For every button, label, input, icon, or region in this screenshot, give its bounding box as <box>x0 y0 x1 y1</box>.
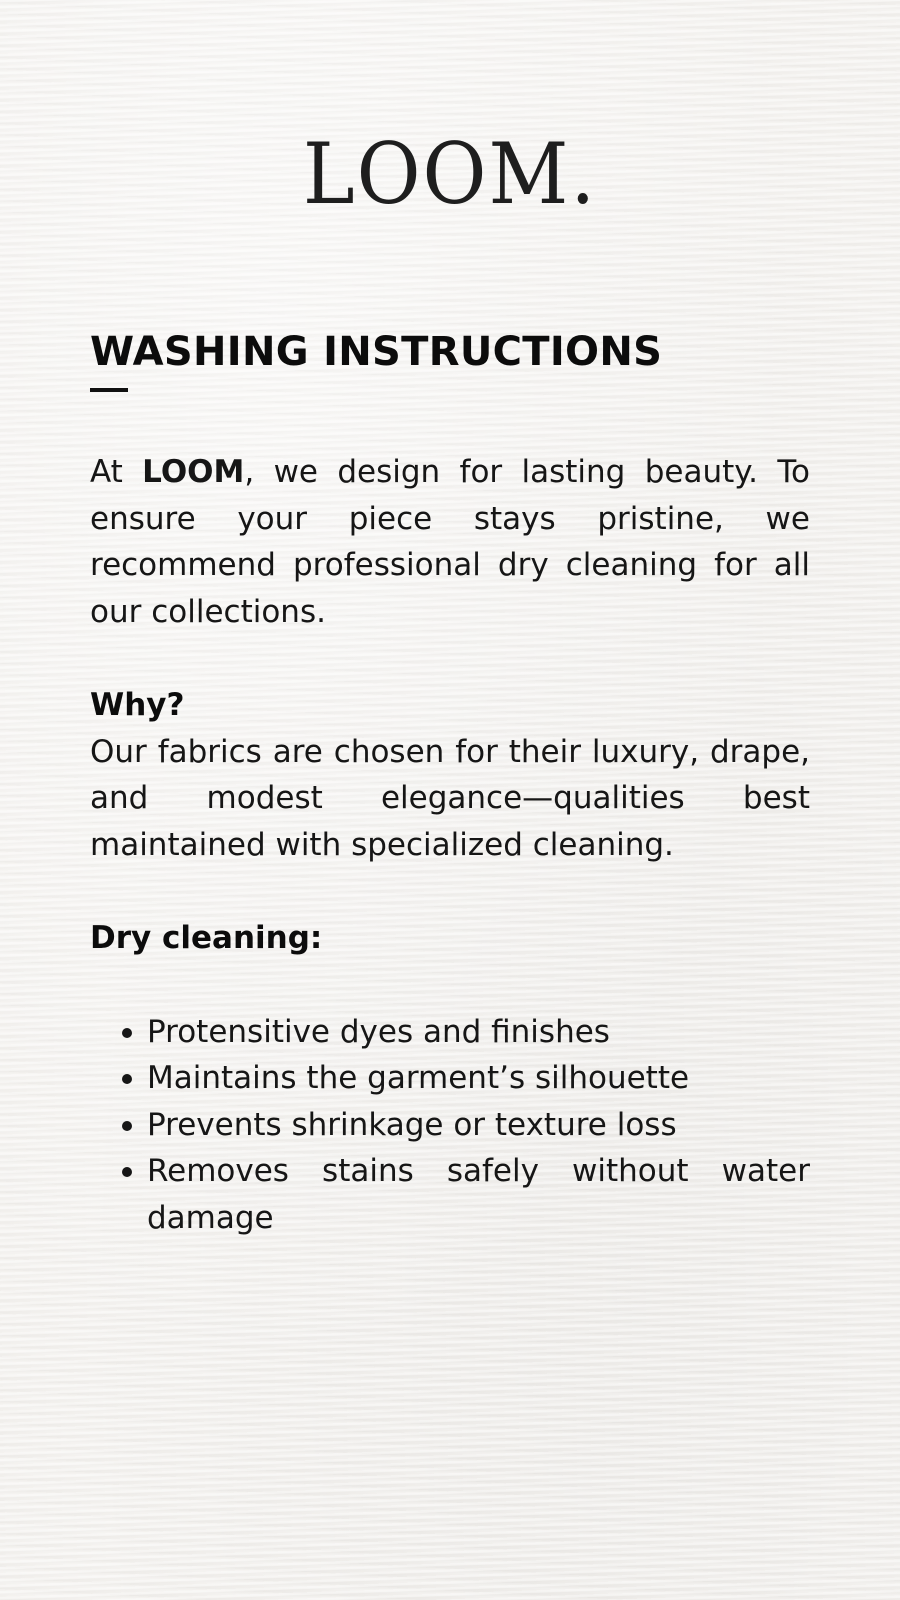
title-underline <box>90 388 128 392</box>
list-item <box>90 1148 810 1241</box>
list-item-text: Removes stains safely without water damage <box>147 1153 810 1236</box>
intro-text: , we design for lasting beauty. To ensure your piece stays pristine, we recommend professional dry cleaning for all our collections. <box>90 454 811 630</box>
why-heading: Why? <box>90 687 185 723</box>
list-item <box>90 1055 810 1102</box>
intro-brand-name: LOOM <box>142 454 245 490</box>
list-item <box>90 1102 810 1149</box>
brand-logo-wordmark: LOOM. <box>302 126 598 224</box>
list-item-text: Maintains the garment’s silhouette <box>147 1060 690 1096</box>
why-paragraph: Our fabrics are chosen for their luxury, drape, and modest elegance—qualities best maintained with specialized cleaning. <box>90 733 810 863</box>
bullet-icon <box>122 1074 132 1084</box>
list-item-text: Protensitive dyes and finishes <box>147 1013 610 1050</box>
bullet-icon <box>122 1121 132 1131</box>
instructions-content <box>90 325 810 1241</box>
intro-paragraph <box>90 449 810 635</box>
page-title: WASHING INSTRUCTIONS <box>90 329 663 375</box>
dry-cleaning-heading: Dry cleaning: <box>90 920 323 956</box>
bullet-icon <box>122 1167 132 1177</box>
list-item-text: Prevents shrinkage or texture loss <box>147 1106 677 1143</box>
brand-logo <box>0 120 900 230</box>
dry-cleaning-benefits-list <box>90 1009 810 1242</box>
list-item <box>90 1009 810 1056</box>
intro-prefix: At <box>90 454 143 490</box>
bullet-icon <box>122 1028 132 1038</box>
